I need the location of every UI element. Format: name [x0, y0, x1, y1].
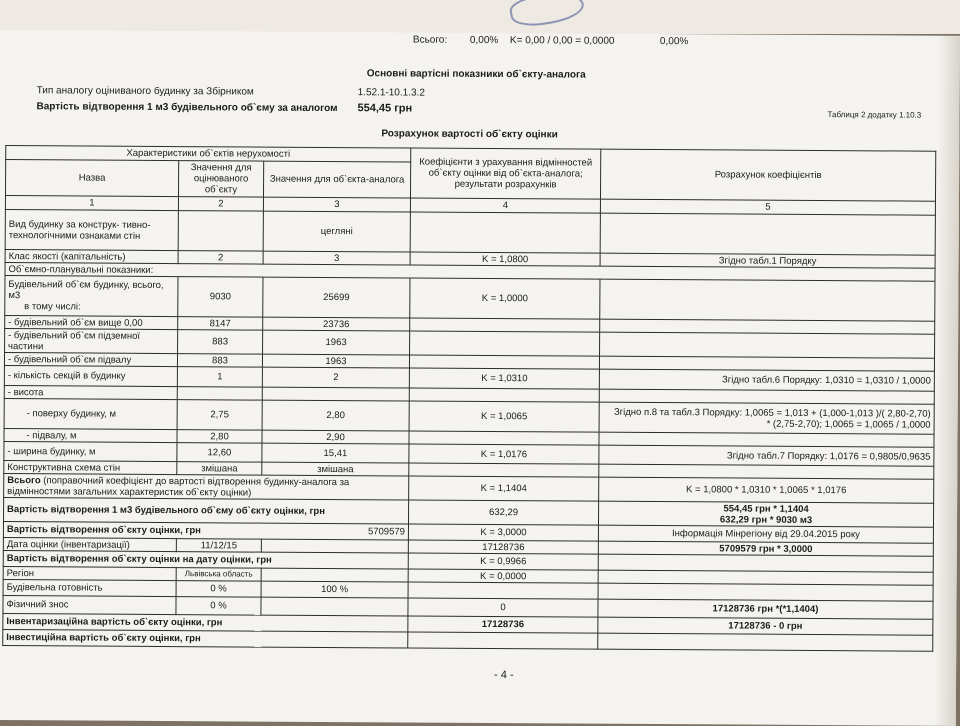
row-label: Регіон: [3, 567, 176, 581]
row-label: Клас якості (капітальність): [5, 250, 178, 264]
row-label: Інвестиційна вартість об`єкту оцінки, грн: [3, 630, 408, 648]
volume-total-label: Будівельний об`єм будинку, всього, м3: [8, 279, 164, 302]
row-calculation: Згідно табл.1 Порядку: [600, 253, 935, 268]
analog-cost-label: Вартість відтворення 1 м3 будівельного об`єму за аналогом: [36, 101, 338, 115]
top-line-label: Всього:: [412, 34, 448, 46]
col-number-4: 4: [410, 198, 600, 213]
cost-label: Вартість відтворення об`єкту оцінки, грн: [6, 524, 201, 537]
row-label: Дата оцінки (інвентаризації): [3, 538, 176, 552]
volume-total-sub: в тому числі:: [24, 301, 81, 313]
header-name: Назва: [5, 160, 178, 197]
row-assessed-value: 2,75: [177, 400, 262, 431]
row-calculation: Згідно табл.7 Порядку: 1,0176 = 0,9805/0,9635: [599, 445, 934, 466]
table-row: [5, 276, 935, 322]
row-label: - будівельний об`єм підвалу: [4, 353, 177, 367]
valuation-table: [2, 145, 936, 652]
col-number-5: 5: [600, 199, 935, 215]
row-assessed-value: 0 %: [176, 581, 261, 598]
row-coefficient: K = 1,0000: [410, 278, 600, 319]
empty-cell: [409, 431, 599, 445]
header-characteristics: Характеристики об`єктів нерухомості: [6, 146, 411, 162]
section-label: Об`ємно-планувальні показники:: [5, 263, 935, 282]
row-label: Вартість відтворення об`єкту оцінки на дату оцінки, грн: [3, 551, 408, 569]
row-analog-value: цегляні: [263, 211, 410, 252]
row-label: - поверху будинку, м: [4, 399, 177, 430]
empty-cell: [408, 632, 598, 649]
header-calculation: Розрахунок коефіцієнтів: [600, 149, 935, 201]
cost-value: 5709579: [367, 526, 405, 538]
empty-cell: [598, 633, 933, 651]
row-label: - будівельний об`єм підземної частини: [5, 329, 178, 354]
row-assessed-value: змішана: [177, 462, 262, 476]
row-analog-value: 100 %: [261, 581, 408, 598]
row-coefficient: K = 1,0176: [409, 444, 599, 464]
document-page: [0, 30, 960, 726]
col-number-3: 3: [263, 197, 410, 212]
empty-cell: [261, 597, 408, 616]
page-number: - 4 -: [494, 669, 514, 682]
header-analog: Значення для об`єкта-аналога: [263, 161, 410, 198]
row-label: - будівельний об`єм вище 0,00: [5, 316, 178, 330]
col-number-2: 2: [178, 197, 263, 212]
empty-cell: [600, 279, 935, 321]
row-analog-value: 3: [263, 251, 410, 265]
row-calculation: K = 1,0800 * 1,0310 * 1,0065 * 1,0176: [599, 477, 934, 503]
empty-cell: [408, 582, 598, 599]
row-coefficient: K = 1,0800: [410, 252, 600, 266]
table-row: [5, 210, 935, 256]
row-result: 17128736: [408, 540, 598, 554]
row-calculation: 17128736 грн *(*1,1404): [598, 599, 933, 619]
row-label: - ширина будинку, м: [4, 442, 177, 462]
row-assessed-value: 2: [178, 251, 263, 265]
col-number-1: 1: [5, 196, 178, 211]
background-desk: [0, 0, 960, 34]
row-label: - підвалу, м: [4, 429, 177, 443]
top-line-formula: K= 0,00 / 0,00 = 0,0000: [509, 35, 615, 47]
calc-title: Розрахунок вартості об`єкту оцінки: [381, 128, 558, 141]
row-coefficient: K = 1,1404: [409, 476, 599, 501]
empty-cell: [600, 213, 935, 255]
row-analog-value: 2: [262, 367, 409, 388]
row-analog-value: 2,90: [262, 430, 409, 444]
row-result: 0: [408, 598, 598, 617]
row-analog-value: 15,41: [262, 443, 409, 463]
row-analog-value: 23736: [263, 317, 410, 331]
row-analog-value: 1963: [263, 330, 410, 355]
row-calculation: 5709579 грн * 3,0000: [598, 541, 933, 556]
row-label: - кількість секцій в будинку: [4, 366, 177, 387]
row-assessed-value: 9030: [178, 277, 263, 318]
row-analog-value: 2,80: [262, 400, 409, 431]
header-assessed: Значення для оцінюваного об`єкту: [178, 161, 263, 198]
total-label: (поправочний коефіцієнт до вартості відтворення будинку-аналога за відмінностями загальних характеристик об`єкту оцінки): [7, 474, 350, 499]
row-assessed-value: Львівська область: [176, 568, 261, 582]
top-line-tail: 0,00%: [659, 36, 689, 48]
empty-cell: [410, 212, 600, 253]
row-label: Вартість відтворення 1 м3 будівельного об`єму об`єкту оцінки, грн: [3, 498, 408, 524]
row-calculation: Інформація Мінрегіону від 29.04.2015 року: [598, 525, 933, 543]
row-calculation: [599, 501, 934, 527]
empty-cell: [409, 355, 599, 369]
row-calculation: [599, 402, 934, 434]
row-assessed-value: 883: [177, 354, 262, 368]
row-result: 17128736: [408, 616, 598, 633]
row-assessed-value: 2,80: [177, 430, 262, 444]
row-assessed-value: 12,60: [177, 443, 262, 463]
row-label: - висота: [4, 386, 177, 400]
empty-cell: [410, 318, 600, 332]
row-label: Конструктивна схема стін: [4, 461, 177, 475]
analog-cost-value: 554,45 грн: [357, 102, 413, 115]
row-label: Інвентаризаційна вартість об`єкту оцінки, грн: [3, 614, 408, 632]
row-coefficient: K = 3,0000: [408, 524, 598, 541]
row-assessed-value: 8147: [178, 317, 263, 331]
row-label: [4, 474, 409, 500]
top-line-pct: 0,00%: [469, 34, 499, 47]
row-label: Фізичний знос: [3, 596, 176, 615]
cost1m3-calc-line-1: 554,45 грн * 1,1404: [723, 502, 809, 515]
row-label: Будівельна готовність: [3, 580, 176, 597]
empty-cell: [177, 387, 262, 401]
section-title: Основні вартісні показники об`єкту-аналога: [366, 68, 586, 81]
empty-cell: [262, 387, 409, 401]
row-coefficient: K = 1,0310: [409, 368, 599, 389]
empty-cell: [261, 539, 408, 553]
cost1m3-calc-line-2: 632,29 грн * 9030 м3: [719, 513, 813, 526]
row-analog-value: змішана: [262, 462, 409, 476]
empty-cell: [409, 388, 599, 402]
row-label: [5, 276, 178, 317]
row-calculation: 17128736 - 0 грн: [598, 617, 933, 635]
row-analog-value: 25699: [263, 277, 410, 318]
analog-type-label: Тип аналогу оціниваного будинку за Збірником: [36, 85, 254, 98]
row-assessed-value: 883: [178, 330, 263, 355]
empty-cell: [261, 568, 408, 582]
row-assessed-value: 0 %: [176, 597, 261, 616]
total-label-bold: Всього: [7, 474, 41, 486]
row-assessed-value: 11/12/15: [176, 539, 261, 553]
row-coefficient: K = 1,0065: [409, 401, 599, 432]
row-coefficient: K = 0,9966: [408, 553, 598, 570]
row-label: Вид будинку за конструк- тивно-технологічними ознаками стін: [5, 210, 178, 251]
empty-cell: [410, 331, 600, 356]
row-analog-value: 1963: [262, 354, 409, 368]
analog-type-value: 1.52.1-10.1.3.2: [357, 87, 425, 99]
empty-cell: [178, 211, 263, 252]
header-coefficients: Коефіцієнти з урахування відмінностей об`єкту оцінки від об`єкта-аналога; результати розрахунків: [410, 148, 600, 199]
row-calculation: Згідно табл.6 Порядку: 1,0310 = 1,0310 / 1,0000: [599, 369, 934, 391]
empty-cell: [600, 332, 935, 358]
empty-cell: [409, 463, 599, 477]
floor-calc-line-2: * (2,75-2,70); 1,0065 = 1,0065 / 1,0000: [766, 418, 931, 431]
row-result: 632,29: [409, 500, 599, 525]
row-coefficient: K = 0,0000: [408, 569, 598, 583]
row-assessed-value: 1: [177, 367, 262, 388]
table-reference: Таблиця 2 додатку 1.10.3: [827, 110, 922, 120]
floor-calc-line-1: Згідно п.8 та табл.3 Порядку: 1,0065 = 1,013 + (1,000-1,013 )/( 2,80-2,70): [613, 406, 931, 420]
